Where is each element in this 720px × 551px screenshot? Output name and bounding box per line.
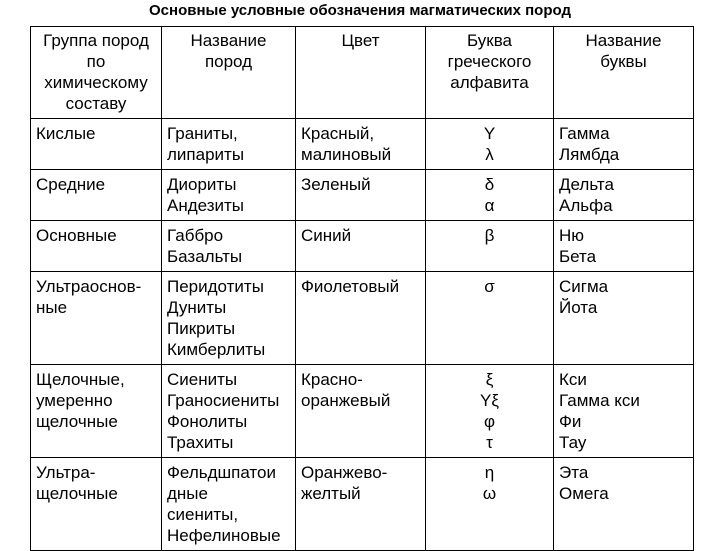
- cell-greek-letter: Υ λ: [426, 119, 554, 170]
- cell-rock-group: Ультра- щелочные: [31, 458, 162, 551]
- header-color: Цвет: [296, 27, 426, 119]
- cell-letter-name: Кси Гамма кси Фи Тау: [554, 365, 694, 458]
- cell-color: Красный, малиновый: [296, 119, 426, 170]
- cell-rock-name: Габбро Базальты: [162, 221, 296, 272]
- table-row: [31, 272, 694, 365]
- cell-rock-name: Граниты, липариты: [162, 119, 296, 170]
- rock-symbols-table: [30, 26, 694, 551]
- header-greek-letter: Буква греческого алфавита: [426, 27, 554, 119]
- cell-letter-name: Ню Бета: [554, 221, 694, 272]
- table-row: [31, 119, 694, 170]
- cell-rock-name: Диориты Андезиты: [162, 170, 296, 221]
- cell-letter-name: Дельта Альфа: [554, 170, 694, 221]
- cell-letter-name: Эта Омега: [554, 458, 694, 551]
- document-title: Основные условные обозначения магматических пород: [149, 2, 571, 19]
- cell-color: Фиолетовый: [296, 272, 426, 365]
- cell-color: Оранжево- желтый: [296, 458, 426, 551]
- cell-greek-letter: σ: [426, 272, 554, 365]
- cell-rock-name: Фельдшпатои дные сиениты, Нефелиновые: [162, 458, 296, 551]
- cell-color: Красно- оранжевый: [296, 365, 426, 458]
- cell-greek-letter: ξ Υξ φ τ: [426, 365, 554, 458]
- table-row: [31, 365, 694, 458]
- cell-letter-name: Сигма Йота: [554, 272, 694, 365]
- cell-rock-group: Средние: [31, 170, 162, 221]
- cell-letter-name: Гамма Лямбда: [554, 119, 694, 170]
- cell-color: Синий: [296, 221, 426, 272]
- table-row: [31, 170, 694, 221]
- cell-rock-group: Щелочные, умеренно щелочные: [31, 365, 162, 458]
- cell-greek-letter: η ω: [426, 458, 554, 551]
- cell-rock-name: Сиениты Граносиениты Фонолиты Трахиты: [162, 365, 296, 458]
- cell-rock-group: Ультраоснов- ные: [31, 272, 162, 365]
- cell-rock-group: Кислые: [31, 119, 162, 170]
- header-rock-name: Название пород: [162, 27, 296, 119]
- header-rock-group: Группа пород по химическому составу: [31, 27, 162, 119]
- table-row: [31, 458, 694, 551]
- header-letter-name: Название буквы: [554, 27, 694, 119]
- cell-greek-letter: β: [426, 221, 554, 272]
- table-row: [31, 221, 694, 272]
- cell-greek-letter: δ α: [426, 170, 554, 221]
- cell-rock-group: Основные: [31, 221, 162, 272]
- cell-color: Зеленый: [296, 170, 426, 221]
- cell-rock-name: Перидотиты Дуниты Пикриты Кимберлиты: [162, 272, 296, 365]
- table-header-row: [31, 27, 694, 119]
